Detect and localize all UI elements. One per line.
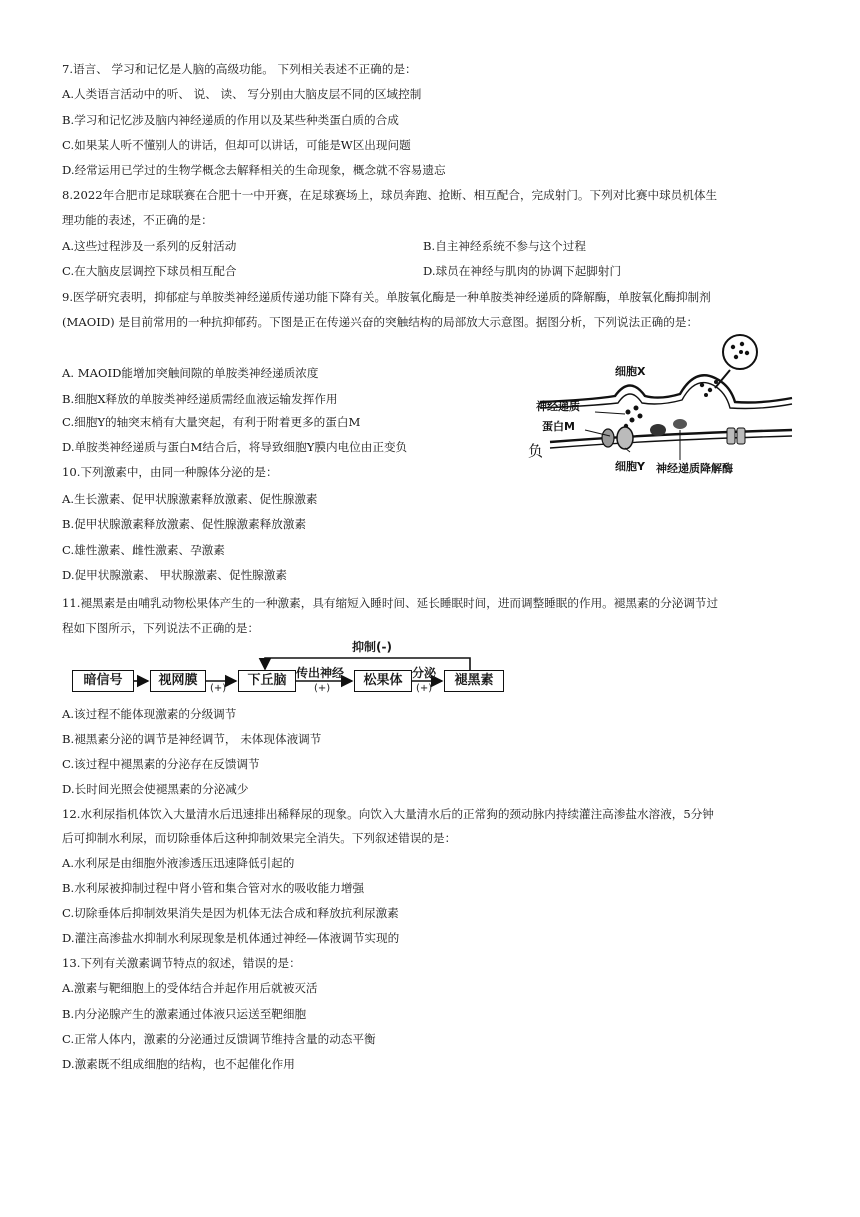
flow-box-pineal: 松果体 bbox=[354, 670, 412, 692]
protein-m-label: 蛋白M bbox=[542, 420, 575, 433]
synapse-diagram bbox=[530, 330, 800, 480]
flow-box-melatonin: 褪黑素 bbox=[444, 670, 504, 692]
q11-option-b: B.褪黑素分泌的调节是神经调节， 未体现体液调节 bbox=[62, 732, 322, 746]
q11-stem-line1: 11.褪黑素是由哺乳动物松果体产生的一种激素，具有缩短入睡时间、延长睡眠时间，进而调整睡眠的作用。褪黑素的分泌调节过 bbox=[62, 596, 719, 610]
q9-option-c: C.细胞Y的轴突末梢有大量突起，有利于附着更多的蛋白M bbox=[62, 415, 361, 429]
flow-label-feedback: 抑制(-) bbox=[352, 640, 392, 654]
q10-option-d: D.促甲状腺激素、 甲状腺激素、促性腺激素 bbox=[62, 568, 287, 582]
q13-stem: 13.下列有关激素调节特点的叙述，错误的是： bbox=[62, 956, 301, 970]
q12-stem-line2: 后可抑制水利尿，而切除垂体后这种抑制效果完全消失。下列叙述错误的是： bbox=[62, 831, 457, 845]
q8-stem-line1: 8.2022年合肥市足球联赛在合肥十一中开赛，在足球赛场上，球员奔跑、抢断、相互配合，完成射门。下列对比赛中球员机体生 bbox=[62, 188, 718, 202]
q8-option-b: B.自主神经系统不参与这个过程 bbox=[423, 239, 586, 253]
q9-option-d: D.单胺类神经递质与蛋白M结合后，将导致细胞Y膜内电位由正变负 bbox=[62, 440, 408, 454]
cut-off-text-fragment: 负 bbox=[528, 442, 544, 460]
enzyme-label: 神经递质降解酶 bbox=[656, 462, 733, 475]
q7-option-a: A.人类语言活动中的听、 说、 读、 写分别由大脑皮层不同的区域控制 bbox=[62, 87, 422, 101]
q12-option-b: B.水利尿被抑制过程中肾小管和集合管对水的吸收能力增强 bbox=[62, 881, 365, 895]
q7-stem: 7.语言、 学习和记忆是人脑的高级功能。 下列相关表述不正确的是： bbox=[62, 62, 417, 76]
q9-option-a: A. MAOID能增加突触间隙的单胺类神经递质浓度 bbox=[62, 366, 319, 380]
q9-option-b: B.细胞X释放的单胺类神经递质需经血液运输发挥作用 bbox=[62, 392, 338, 406]
q13-option-c: C.正常人体内，激素的分泌通过反馈调节维持含量的动态平衡 bbox=[62, 1032, 376, 1046]
q11-option-a: A.该过程不能体现激素的分级调节 bbox=[62, 707, 237, 721]
flow-plus-3: (+) bbox=[416, 683, 433, 694]
q13-option-b: B.内分泌腺产生的激素通过体液只运送至靶细胞 bbox=[62, 1007, 307, 1021]
q11-option-c: C.该过程中褪黑素的分泌存在反馈调节 bbox=[62, 757, 260, 771]
neurotransmitter-label: 神经递质 bbox=[536, 400, 580, 413]
q8-stem-line2: 理功能的表述，不正确的是： bbox=[62, 213, 213, 227]
flow-label-efferent-nerve: 传出神经 bbox=[296, 666, 345, 680]
q11-stem-line2: 程如下图所示，下列说法不正确的是： bbox=[62, 621, 260, 635]
q11-option-d: D.长时间光照会使褪黑素的分泌减少 bbox=[62, 782, 249, 796]
flow-box-hypothalamus: 下丘脑 bbox=[238, 670, 296, 692]
q7-option-b: B.学习和记忆涉及脑内神经递质的作用以及某些种类蛋白质的合成 bbox=[62, 113, 399, 127]
flow-plus-1: (+) bbox=[210, 683, 227, 694]
q7-option-d: D.经常运用已学过的生物学概念去解释相关的生命现象，概念就不容易遗忘 bbox=[62, 163, 446, 177]
q8-option-c: C.在大脑皮层调控下球员相互配合 bbox=[62, 264, 237, 278]
q7-option-c: C.如果某人听不懂别人的讲话，但却可以讲话，可能是W区出现问题 bbox=[62, 138, 411, 152]
q12-stem-line1: 12.水利尿指机体饮入大量清水后迅速排出稀释尿的现象。向饮入大量清水后的正常狗的颈动脉内持续灌注高渗盐水溶液，5分钟 bbox=[62, 807, 714, 821]
q13-option-a: A.激素与靶细胞上的受体结合并起作用后就被灭活 bbox=[62, 981, 318, 995]
q9-stem-line2: (MAOID) 是目前常用的一种抗抑郁药。下图是正在传递兴奋的突触结构的局部放大示意图。据图分析，下列说法正确的是： bbox=[62, 315, 699, 329]
q12-option-d: D.灌注高渗盐水抑制水利尿现象是机体通过神经—体液调节实现的 bbox=[62, 931, 400, 945]
q10-option-b: B.促甲状腺激素释放激素、促性腺激素释放激素 bbox=[62, 517, 307, 531]
q8-option-a: A.这些过程涉及一系列的反射活动 bbox=[62, 239, 237, 253]
q13-option-d: D.激素既不组成细胞的结构，也不起催化作用 bbox=[62, 1057, 295, 1071]
flow-box-dark-signal: 暗信号 bbox=[72, 670, 134, 692]
flow-plus-2: (+) bbox=[314, 683, 331, 694]
flow-label-secrete: 分泌 bbox=[412, 666, 437, 680]
cell-y-label: 细胞Y bbox=[615, 460, 645, 473]
cell-x-label: 细胞X bbox=[615, 365, 646, 378]
q10-option-a: A.生长激素、促甲状腺激素释放激素、促性腺激素 bbox=[62, 492, 318, 506]
q10-stem: 10.下列激素中，由同一种腺体分泌的是： bbox=[62, 465, 278, 479]
q12-option-c: C.切除垂体后抑制效果消失是因为机体无法合成和释放抗利尿激素 bbox=[62, 906, 399, 920]
q12-option-a: A.水利尿是由细胞外液渗透压迅速降低引起的 bbox=[62, 856, 295, 870]
q9-stem-line1: 9.医学研究表明，抑郁症与单胺类神经递质传递功能下降有关。单胺氧化酶是一种单胺类神经递质的降解酶，单胺氧化酶抑制剂 bbox=[62, 290, 711, 304]
flow-box-retina: 视网膜 bbox=[150, 670, 206, 692]
melatonin-flow-diagram bbox=[70, 636, 510, 696]
q10-option-c: C.雄性激素、雌性激素、孕激素 bbox=[62, 543, 225, 557]
q8-option-d: D.球员在神经与肌肉的协调下起脚射门 bbox=[423, 264, 622, 278]
